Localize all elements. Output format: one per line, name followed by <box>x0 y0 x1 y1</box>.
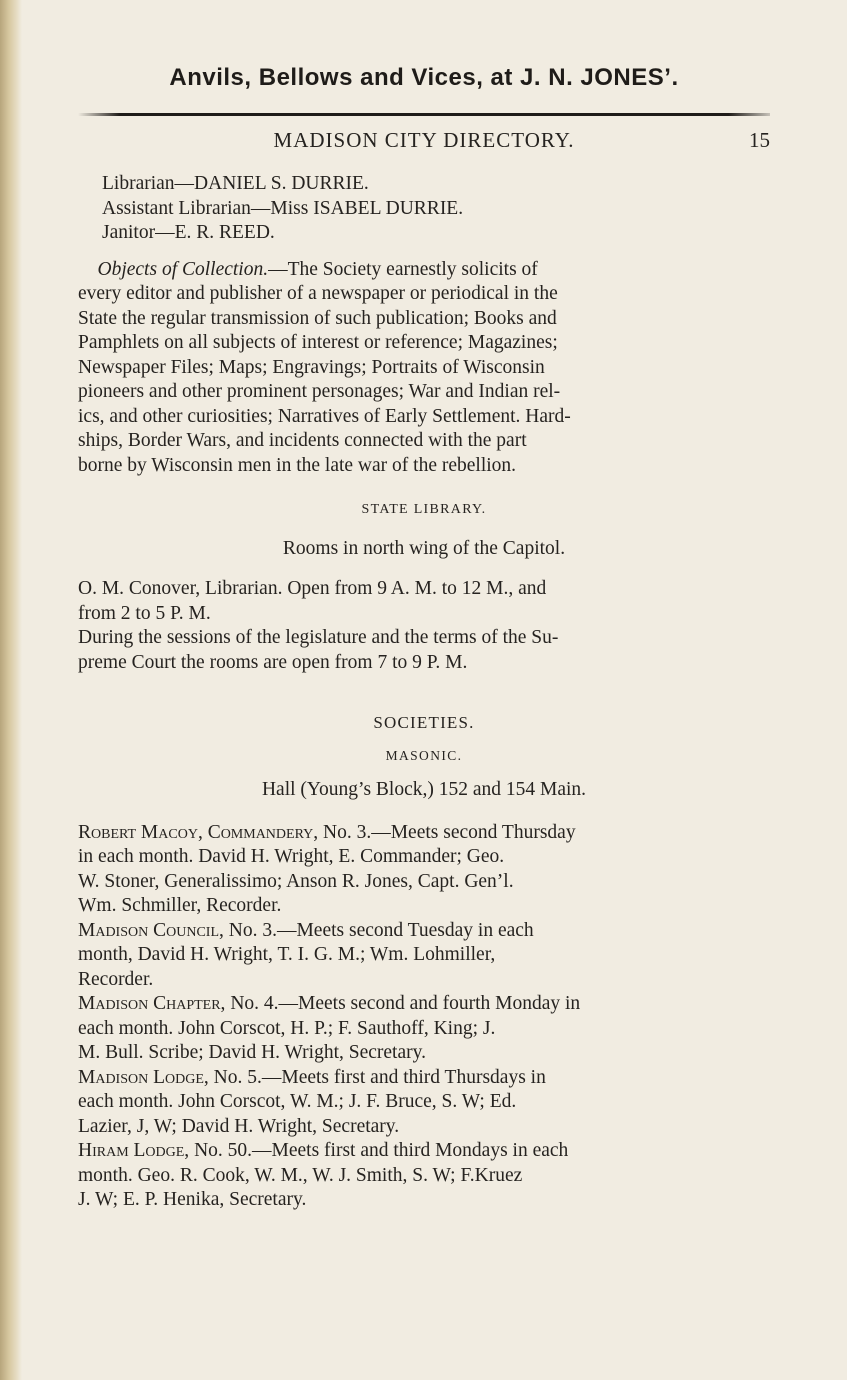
running-title: MADISON CITY DIRECTORY. <box>273 128 575 152</box>
objects-label: Objects of Collection. <box>97 258 269 280</box>
session-line-1: During the sessions of the legislature and the terms of the Su- <box>78 627 559 648</box>
lodge-line: J. W; E. P. Henika, Secretary. <box>78 1189 307 1210</box>
book-spine-edge <box>0 0 22 1380</box>
objects-line-3: State the regular transmission of such publication; Books and <box>78 307 557 329</box>
objects-line-2: every editor and publisher of a newspaper or periodical in the <box>78 283 558 304</box>
library-officers <box>78 172 770 246</box>
directory-page <box>78 0 770 1380</box>
state-library-session-hours <box>78 626 770 675</box>
page-number: 15 <box>749 128 770 152</box>
lodge-name: Hiram Lodge, <box>78 1140 190 1161</box>
state-library-rooms: Rooms in north wing of the Capitol. <box>282 537 566 559</box>
officer-janitor: Janitor—E. R. REED. <box>102 222 275 243</box>
page-body <box>78 172 770 1213</box>
session-line-2: preme Court the rooms are open from 7 to 9 P. M. <box>78 651 468 673</box>
state-library-hours <box>78 577 770 626</box>
societies-heading: SOCIETIES. <box>373 713 475 732</box>
state-library-heading: STATE LIBRARY. <box>361 502 487 517</box>
lodge-text: No. 5.—Meets first and third Thursdays in <box>208 1066 546 1088</box>
objects-line-6: pioneers and other prominent personages; War and Indian rel- <box>78 381 561 402</box>
advertisement-banner: Anvils, Bellows and Vices, at J. N. JONES’. <box>169 64 679 91</box>
objects-line-4: Pamphlets on all subjects of interest or reference; Magazines; <box>78 332 558 353</box>
lodge-name: Madison Council, <box>78 919 224 941</box>
lodge-line: Lazier, J, W; David H. Wright, Secretary. <box>78 1115 400 1137</box>
masonic-hall-address: Hall (Young’s Block,) 152 and 154 Main. <box>261 779 587 800</box>
lodge-line <box>78 992 770 1017</box>
objects-line-1 <box>78 258 770 283</box>
lodge-line: M. Bull. Scribe; David H. Wright, Secretary. <box>78 1042 426 1063</box>
objects-text-1: —The Society earnestly solicits of <box>268 258 538 280</box>
objects-line-5: Newspaper Files; Maps; Engravings; Portraits of Wisconsin <box>78 356 545 378</box>
lodge-text: No. 3.—Meets second Thursday <box>318 821 576 843</box>
lodge-line: month. Geo. R. Cook, W. M., W. J. Smith, S. W; F.Kruez <box>78 1164 523 1186</box>
lodge-name: Madison Lodge, <box>78 1066 209 1088</box>
lodge-entry-hiram <box>78 1139 770 1213</box>
lodge-line: in each month. David H. Wright, E. Commander; Geo. <box>78 846 505 867</box>
lodge-line: each month. John Corscot, W. M.; J. F. Bruce, S. W; Ed. <box>78 1091 517 1112</box>
lodge-entry-council <box>78 919 770 993</box>
hours-line-1: O. M. Conover, Librarian. Open from 9 A. M. to 12 M., and <box>78 578 547 599</box>
lodge-line <box>78 821 770 846</box>
lodge-line <box>78 919 770 944</box>
lodge-text: No. 3.—Meets second Tuesday in each <box>223 919 534 941</box>
objects-line-8: ships, Border Wars, and incidents connected with the part <box>78 430 527 451</box>
lodge-line: Recorder. <box>78 968 154 990</box>
masonic-subheading: MASONIC. <box>385 747 463 763</box>
lodge-line: each month. John Corscot, H. P.; F. Sauthoff, King; J. <box>78 1017 496 1039</box>
objects-line-7: ics, and other curiosities; Narratives of Early Settlement. Hard- <box>78 405 571 427</box>
lodge-entry-commandery <box>78 821 770 919</box>
lodge-line <box>78 1139 770 1164</box>
lodge-entry-chapter <box>78 992 770 1066</box>
header-rule <box>78 113 770 116</box>
lodge-line <box>78 1066 770 1091</box>
objects-line-9: borne by Wisconsin men in the late war of the rebellion. <box>78 454 517 476</box>
lodge-line: Wm. Schmiller, Recorder. <box>78 895 282 916</box>
lodge-line: W. Stoner, Generalissimo; Anson R. Jones, Capt. Gen’l. <box>78 870 514 892</box>
lodge-text: No. 50.—Meets first and third Mondays in each <box>189 1140 569 1161</box>
running-head <box>78 128 770 154</box>
lodge-name: Madison Chapter, <box>78 993 226 1014</box>
hours-line-2: from 2 to 5 P. M. <box>78 602 211 624</box>
lodge-entry-madison-lodge <box>78 1066 770 1140</box>
lodge-text: No. 4.—Meets second and fourth Monday in <box>225 993 581 1014</box>
officer-assistant-librarian: Assistant Librarian—Miss ISABEL DURRIE. <box>102 197 464 219</box>
lodge-line: month, David H. Wright, T. I. G. M.; Wm. Lohmiller, <box>78 944 496 965</box>
lodge-name: Robert Macoy, Commandery, <box>78 821 319 843</box>
objects-of-collection-paragraph <box>78 258 770 479</box>
officer-librarian: Librarian—DANIEL S. DURRIE. <box>102 173 369 194</box>
